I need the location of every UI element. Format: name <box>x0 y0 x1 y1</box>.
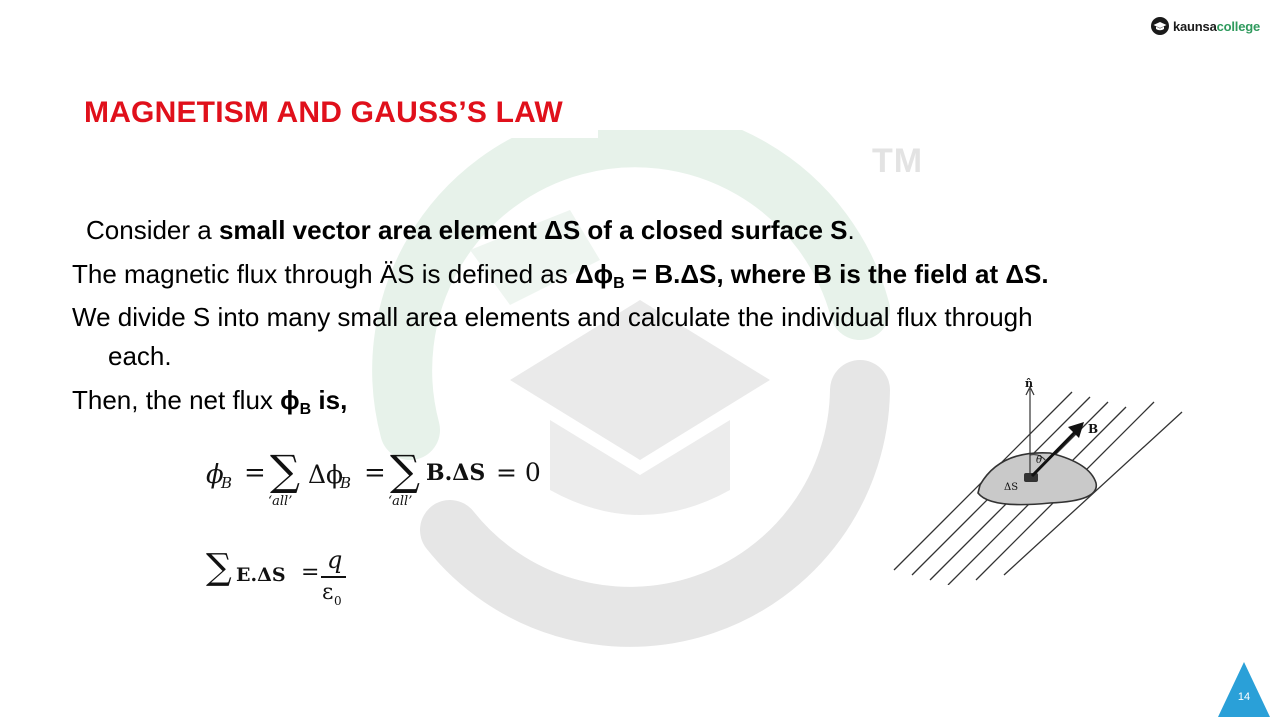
line2-pre: The magnetic flux through ÄS is defined as <box>72 259 575 289</box>
eq2-sigma: ∑ <box>206 547 232 588</box>
text-line-4 <box>72 387 347 418</box>
text-line-3 <box>72 304 1033 330</box>
brand-wordmark-green: college <box>1216 18 1261 34</box>
eq2-equals: = <box>301 560 320 585</box>
brand-wordmark-dark: kaunsa <box>1173 18 1217 34</box>
eq1-all-1: ‘all’ <box>268 494 293 509</box>
flux-surface-diagram <box>880 375 1200 585</box>
graduation-cap-icon <box>1150 16 1170 36</box>
brand-logo[interactable] <box>1150 16 1260 36</box>
eq1-delta-phi: Δϕ <box>308 460 344 489</box>
eq1-sigma-2: ∑ <box>390 446 420 495</box>
line3-text: We divide S into many small area elements and calculate the individual flux through <box>72 302 1033 332</box>
line2-subscript: B <box>613 275 625 292</box>
normal-label: n̂ <box>1025 377 1033 390</box>
eq2-fraction-bar <box>321 576 346 578</box>
text-line-1 <box>86 217 855 243</box>
eq1-rhs: = 0 <box>496 458 541 487</box>
line2-bold-b: = B.ΔS, where B is the field at ΔS. <box>624 259 1049 289</box>
eq1-phi: ϕ <box>206 460 224 490</box>
page-badge-triangle <box>1218 662 1270 717</box>
angle-label: θ <box>1036 455 1043 466</box>
page-number: 14 <box>1237 691 1251 703</box>
text-line-3-continuation <box>108 343 172 369</box>
eq1-all-2: ‘all’ <box>388 494 413 509</box>
brand-wordmark <box>1173 19 1260 34</box>
eq1-equals-2: = <box>364 458 386 488</box>
line1-bold: small vector area element ΔS of a closed surface S <box>218 215 848 245</box>
eq2-e-dot-ds: E.ΔS <box>236 564 286 586</box>
eq2-numerator: q <box>327 546 343 574</box>
field-label: B <box>1088 422 1099 436</box>
equation-net-flux <box>206 446 556 520</box>
eq2-denominator: ε <box>322 580 334 605</box>
line3-continuation: each. <box>108 341 172 371</box>
eq1-phi-sub: B <box>221 474 233 492</box>
eq1-b-dot-ds: B.ΔS <box>426 460 486 486</box>
line4-subscript: B <box>299 401 312 418</box>
watermark-emblem <box>340 130 940 650</box>
line1-pre: Consider a <box>86 215 219 245</box>
slide-title: MAGNETISM AND GAUSS’S LAW <box>84 96 563 129</box>
line4-bold-b: is, <box>311 385 348 415</box>
area-element <box>1024 473 1038 482</box>
line4-pre: Then, the net flux <box>72 385 281 415</box>
text-line-2 <box>72 261 1049 292</box>
line2-bold-a: Δϕ <box>574 259 614 289</box>
eq2-denominator-sub: 0 <box>334 594 342 608</box>
equation-gauss-electric <box>206 546 366 610</box>
eq1-equals-1: = <box>244 458 266 488</box>
eq1-delta-phi-sub: B <box>340 474 352 492</box>
area-label: ΔS <box>1004 482 1019 493</box>
eq1-sigma-1: ∑ <box>270 446 300 495</box>
trademark-mark: TM <box>872 142 924 180</box>
line4-bold-a: ϕ <box>280 385 300 415</box>
line1-post: . <box>847 215 855 245</box>
